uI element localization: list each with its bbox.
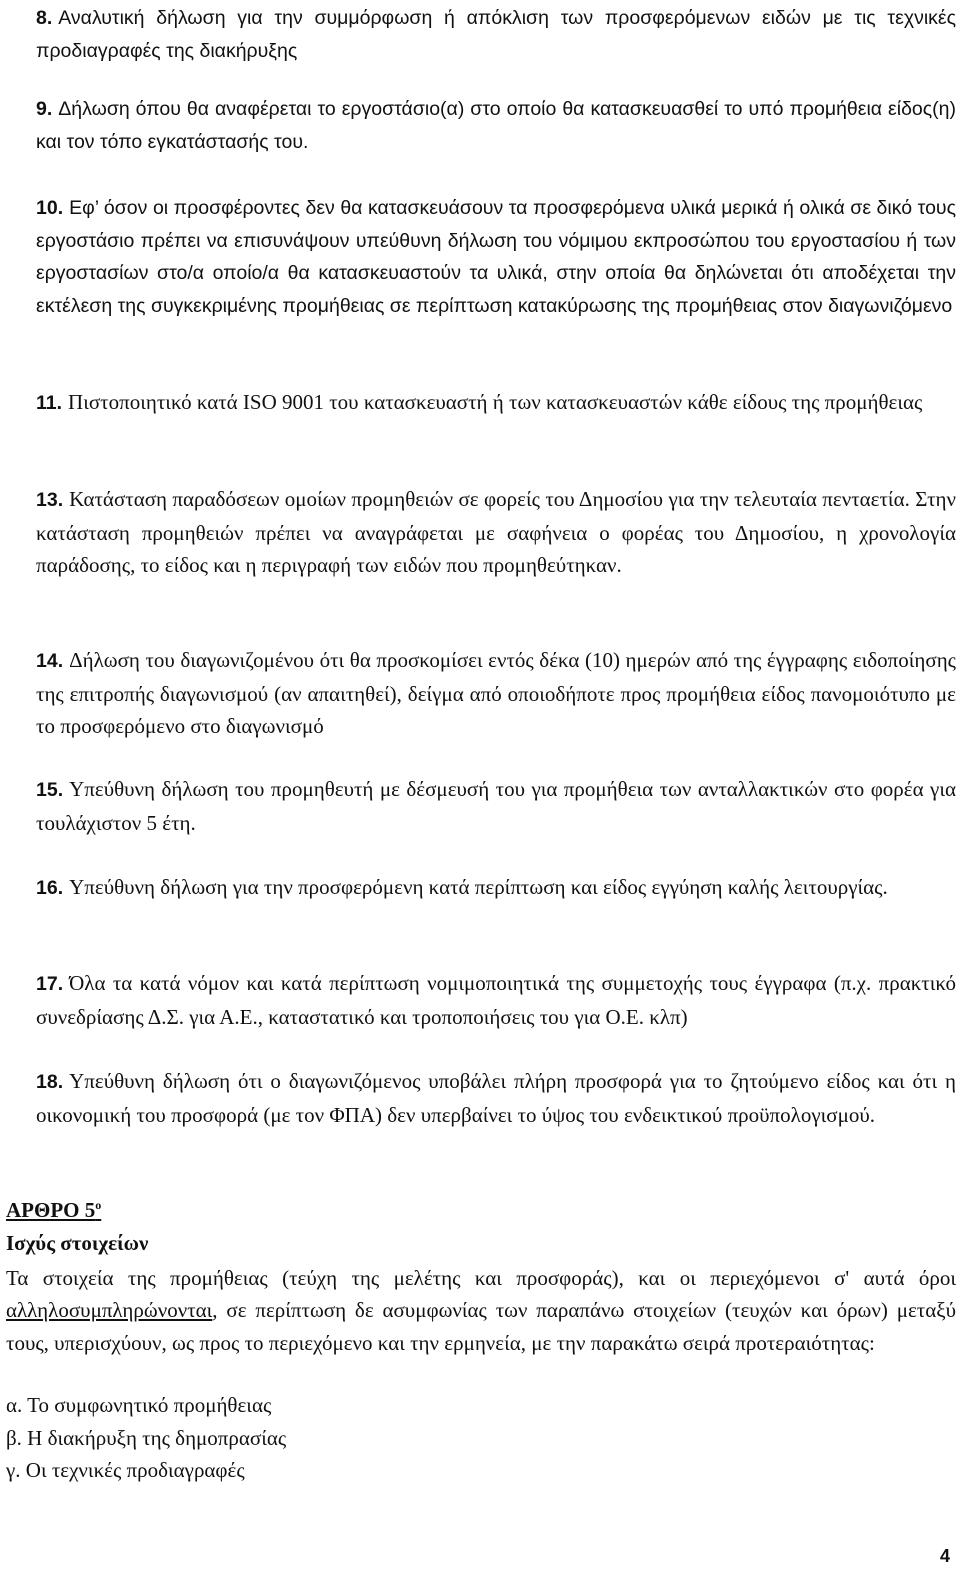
- article-title: [6, 1196, 101, 1224]
- item-number: 8.: [36, 7, 53, 29]
- article-body-end: , σε περίπτωση δε ασυμφωνίας των παραπάνω στοιχείων (τευχών και όρων) μεταξύ τους, υπερισχύουν, ως προς το περιεχόμενο και την ερμηνεία, με την παρακάτω σειρά προτεραιότητας:: [6, 1298, 956, 1355]
- item-text: Κατάσταση παραδόσεων ομοίων προμηθειών σε φορείς του Δημοσίου για την τελευταία πενταετία. Στην κατάσταση προμηθειών πρέπει να αναγράφεται με σαφήνεια ο φορέας του Δημοσίου, η χρονολογία παράδοσης, το είδος και η περιγραφή των ειδών που προμηθεύτηκαν.: [36, 487, 956, 577]
- item-text: Όλα τα κατά νόμον και κατά περίπτωση νομιμοποιητικά της συμμετοχής τους έγγραφα (π.χ. πρακτικό συνεδρίασης Δ.Σ. για Α.Ε., καταστατικό και τροποποιήσεις του για Ο.Ε. κλπ): [36, 971, 956, 1029]
- item-text: Υπεύθυνη δήλωση για την προσφερόμενη κατά περίπτωση και είδος εγγύηση καλής λειτουργίας.: [69, 875, 888, 899]
- item-number: 18.: [36, 1071, 64, 1093]
- article-body-underlined: αλληλοσυμπληρώνονται: [6, 1298, 213, 1323]
- list-item: [36, 773, 956, 839]
- list-item: [36, 192, 956, 322]
- list-item: [36, 2, 956, 67]
- item-text: Υπεύθυνη δήλωση ότι ο διαγωνιζόμενος υποβάλει πλήρη προσφορά για το ζητούμενο είδος και ότι η οικονομική του προσφορά (με τον ΦΠΑ) δεν υπερβαίνει το ύψος του ενδεικτικού προϋπολογισμού.: [36, 1069, 956, 1127]
- priority-list-item: γ. Οι τεχνικές προδιαγραφές: [6, 1458, 245, 1482]
- list-item: [36, 483, 956, 582]
- item-text: Δήλωση του διαγωνιζομένου ότι θα προσκομίσει εντός δέκα (10) ημερών από της έγγραφης ειδοποίησης της επιτροπής διαγωνισμού (αν απαιτηθεί), δείγμα από οποιοδήποτε προς προμήθεια είδος πανομοιότυπο με το προσφερόμενο στο διαγωνισμό: [36, 648, 956, 738]
- item-text: Πιστοποιητικό κατά ISO 9001 του κατασκευαστή ή των κατασκευαστών κάθε είδους της προμήθειας: [68, 390, 923, 414]
- item-number: 14.: [36, 650, 64, 672]
- article-body: [6, 1262, 956, 1359]
- priority-list-item: β. Η διακήρυξη της δημοπρασίας: [6, 1426, 287, 1450]
- page-number: 4: [939, 1546, 950, 1566]
- item-number: 15.: [36, 779, 64, 801]
- item-number: 13.: [36, 489, 64, 511]
- item-text: Δήλωση όπου θα αναφέρεται το εργοστάσιο(α) στο οποίο θα κατασκευασθεί το υπό προμήθεια είδος(η) και τον τόπο εγκατάστασής του.: [36, 98, 956, 153]
- item-text: Εφ’ όσον οι προσφέροντες δεν θα κατασκευάσουν τα προσφερόμενα υλικά μερικά ή ολικά σε δικό τους εργοστάσιο πρέπει να επισυνάψουν υπεύθυνη δήλωση του νόμιμου εκπροσώπου του εργοστασίου ή των εργοστασίων στο/α οποίο/α θα κατασκευαστούν τα υλικά, στην οποία θα δηλώνεται ότι αποδέχεται την εκτέλεση της συγκεκριμένης προμήθειας σε περίπτωση κατακύρωσης της προμήθειας στον διαγωνιζόμενο: [36, 197, 956, 317]
- item-text: Αναλυτική δήλωση για την συμμόρφωση ή απόκλιση των προσφερόμενων ειδών με τις τεχνικές προδιαγραφές της διακήρυξης: [36, 7, 956, 62]
- item-number: 17.: [36, 973, 64, 995]
- article-subtitle: Ισχύς στοιχείων: [6, 1231, 149, 1255]
- item-number: 9.: [36, 98, 53, 120]
- priority-list-item: α. Το συμφωνητικό προμήθειας: [6, 1393, 272, 1417]
- item-number: 16.: [36, 877, 64, 899]
- list-item: [36, 386, 956, 420]
- article-body-start: Τα στοιχεία της προμήθειας (τεύχη της μελέτης και προσφοράς), και οι περιεχόμενοι σ' αυτά όροι: [6, 1266, 956, 1290]
- list-item: [36, 1065, 956, 1131]
- list-item: [36, 967, 956, 1033]
- item-number: 11.: [36, 392, 63, 414]
- item-number: 10.: [36, 197, 64, 219]
- article-title-text: ΑΡΘΡΟ 5: [6, 1198, 96, 1222]
- list-item: [36, 93, 956, 158]
- list-item: [36, 871, 956, 905]
- list-item: [36, 644, 956, 743]
- article-title-superscript: ο: [95, 1198, 102, 1212]
- item-text: Υπεύθυνη δήλωση του προμηθευτή με δέσμευσή του για προμήθεια των ανταλλακτικών στο φορέα για τουλάχιστον 5 έτη.: [36, 777, 956, 835]
